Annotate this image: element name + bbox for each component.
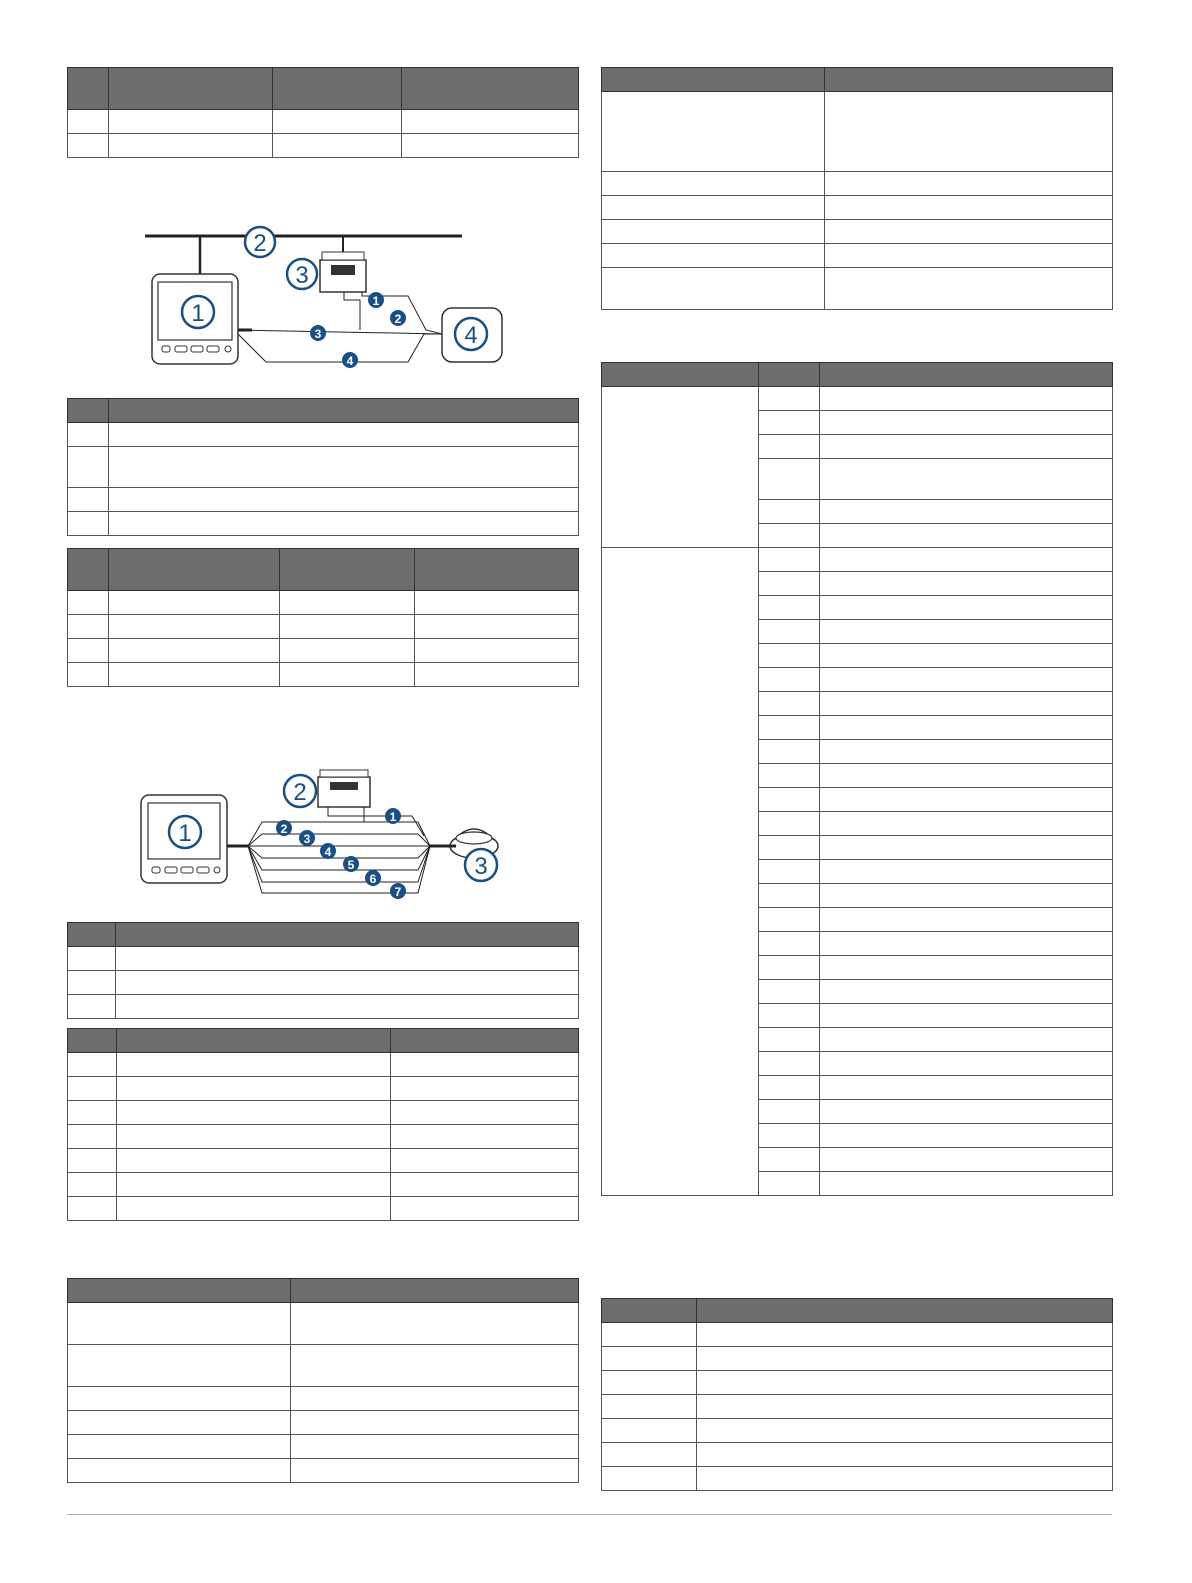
table-row: [602, 172, 1113, 196]
svg-text:6: 6: [369, 872, 377, 886]
svg-text:2: 2: [394, 312, 402, 326]
table-l6: [67, 1278, 579, 1483]
table-row: [602, 220, 1113, 244]
svg-text:7: 7: [394, 885, 402, 899]
svg-text:4: 4: [324, 845, 332, 859]
callout-battery: [284, 775, 316, 807]
table-row: [68, 1077, 579, 1101]
table-row: [602, 1323, 1113, 1347]
table-row: [68, 1411, 579, 1435]
footer-rule: [67, 1514, 1112, 1515]
wire-callout: [390, 883, 406, 899]
table-r2: [601, 362, 1113, 1196]
table-row: [602, 268, 1113, 310]
table-row: [68, 1173, 579, 1197]
table-row: [602, 1395, 1113, 1419]
table-row: [68, 1303, 579, 1345]
table-row: [602, 196, 1113, 220]
svg-text:1: 1: [191, 300, 205, 327]
table-l4: [67, 922, 579, 1019]
table-row: [68, 1125, 579, 1149]
table-row: [68, 1101, 579, 1125]
table-row: [602, 1467, 1113, 1491]
svg-text:2: 2: [253, 230, 267, 257]
svg-text:4: 4: [346, 354, 354, 368]
svg-text:1: 1: [178, 820, 192, 847]
callout-display: [169, 816, 201, 848]
table-row: [68, 1053, 579, 1077]
wire-callout: [320, 843, 336, 859]
callout-sensor: [465, 849, 497, 881]
table-row: [602, 1347, 1113, 1371]
table-r1: [601, 67, 1113, 310]
svg-text:3: 3: [295, 262, 309, 289]
wire-callout: [385, 808, 401, 824]
table-row: [602, 1371, 1113, 1395]
table-row: [68, 1387, 579, 1411]
wire-callout: [299, 830, 315, 846]
table-row: [602, 387, 1113, 411]
wire-callout: [365, 870, 381, 886]
svg-text:3: 3: [303, 832, 311, 846]
table-row: [602, 1443, 1113, 1467]
table-row: [68, 1197, 579, 1221]
table-row: [68, 1345, 579, 1387]
table-row: [602, 1419, 1113, 1443]
svg-text:3: 3: [314, 327, 322, 341]
table-row: [68, 1459, 579, 1483]
wire-callout: [343, 856, 359, 872]
table-row: [68, 1149, 579, 1173]
svg-text:1: 1: [372, 294, 380, 308]
table-row: [68, 995, 579, 1019]
table-r3: [601, 1298, 1113, 1491]
table-row: [68, 1435, 579, 1459]
svg-text:2: 2: [280, 822, 288, 836]
battery: [318, 770, 370, 807]
wiring-diagram-2: [0, 0, 600, 910]
table-row: [68, 971, 579, 995]
svg-text:5: 5: [347, 858, 355, 872]
svg-text:3: 3: [474, 853, 488, 880]
svg-text:4: 4: [464, 322, 478, 349]
table-row: [602, 92, 1113, 172]
table-row: [68, 947, 579, 971]
table-row: [602, 548, 1113, 572]
svg-text:1: 1: [389, 810, 397, 824]
svg-text:2: 2: [293, 779, 307, 806]
table-l5: [67, 1028, 579, 1221]
table-row: [602, 244, 1113, 268]
wire-callout: [276, 820, 292, 836]
